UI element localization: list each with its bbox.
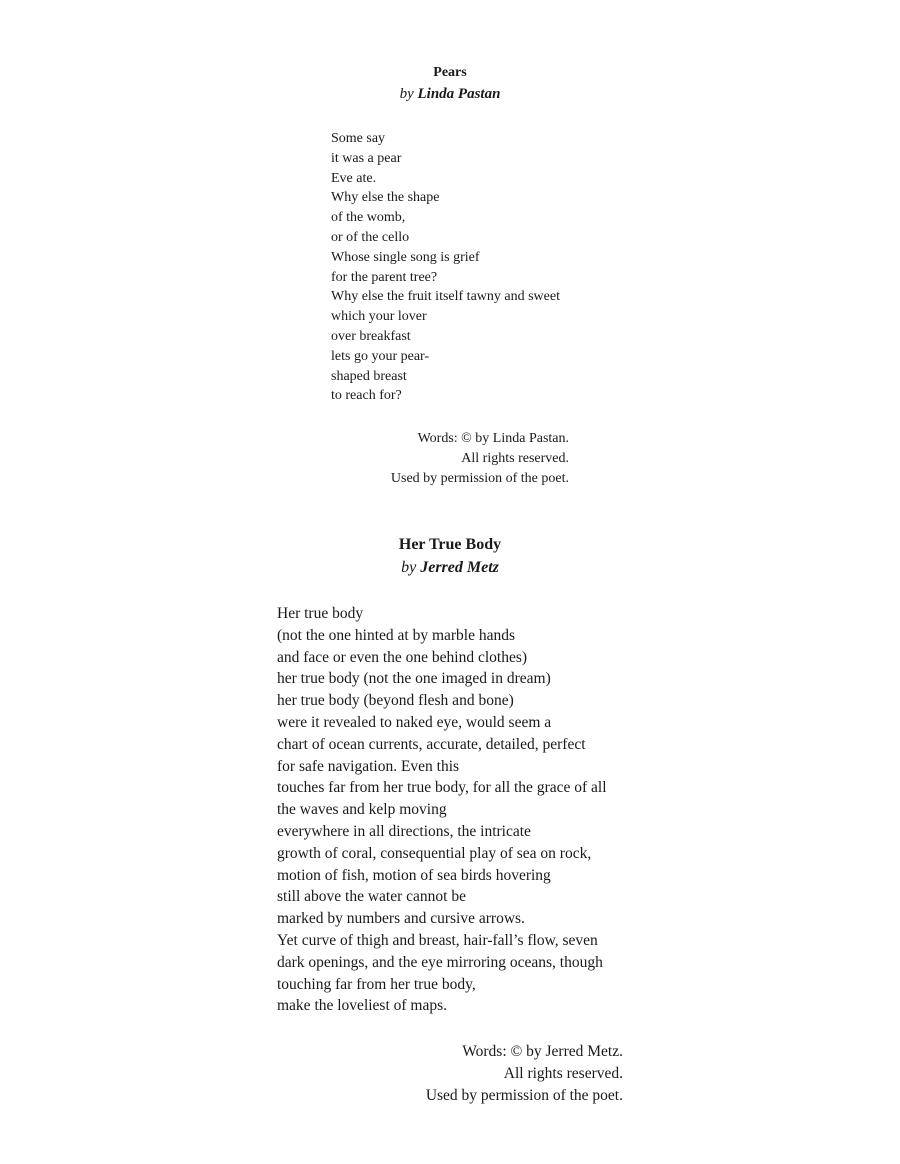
poem-line: Her true body [277, 605, 364, 622]
poem-line: make the loveliest of maps. [277, 997, 448, 1015]
poem-line: Eve ate. [331, 170, 377, 186]
poem-line: over breakfast [331, 328, 411, 344]
poem-body [277, 603, 607, 1017]
poem-body [331, 129, 560, 406]
poem-line: for the parent tree? [331, 269, 438, 285]
poem-byline [0, 84, 900, 104]
poem-title: Pears [433, 65, 467, 80]
poem-line: chart of ocean currents, accurate, detailed, perfect [277, 735, 586, 753]
poem-line: marked by numbers and cursive arrows. [277, 910, 525, 928]
poem-credits [426, 1041, 623, 1106]
poem-line: for safe navigation. Even this [277, 757, 460, 775]
poem-line: everywhere in all directions, the intricate [277, 822, 531, 840]
poem-line: were it revealed to naked eye, would seem a [277, 713, 552, 731]
poem-author: Linda Pastan [417, 86, 501, 102]
poem-line: which your lover [331, 309, 427, 325]
poem-title: Her True Body [398, 536, 502, 553]
poem-line: growth of coral, consequential play of sea on rock, [277, 844, 592, 862]
poem-line: (not the one hinted at by marble hands [277, 626, 516, 644]
poem-line: dark openings, and the eye mirroring oceans, though [277, 953, 603, 971]
poem-line: Yet curve of thigh and breast, hair-fall’s flow, seven [277, 931, 598, 949]
poem-line: and face or even the one behind clothes) [277, 648, 528, 666]
poem-credits [391, 429, 569, 489]
credit-line: Words: © by Jerred Metz. [462, 1043, 623, 1060]
poem-line: Whose single song is grief [331, 249, 480, 265]
poem-byline [0, 557, 900, 579]
poem-line: Some say [331, 131, 386, 146]
poem-line: or of the cello [331, 229, 410, 245]
credit-line: Used by permission of the poet. [390, 471, 569, 486]
credit-line: Used by permission of the poet. [425, 1086, 623, 1104]
poem-line: the waves and kelp moving [277, 801, 447, 819]
poem-line: Why else the fruit itself tawny and sweet [331, 289, 560, 305]
credit-line: All rights reserved. [461, 451, 569, 466]
poem-line: Why else the shape [331, 190, 440, 206]
poem-line: still above the water cannot be [277, 888, 466, 906]
poem-line: her true body (not the one imaged in dream) [277, 670, 551, 688]
byline-prefix: by [399, 86, 418, 102]
poem-line: to reach for? [331, 388, 402, 404]
poem-line: her true body (beyond flesh and bone) [277, 692, 514, 710]
poem-line: touching far from her true body, [277, 975, 476, 993]
poem-line: lets go your pear- [331, 348, 430, 364]
credit-line: All rights reserved. [503, 1064, 623, 1082]
poem-author: Jerred Metz [420, 559, 499, 576]
poem-line: touches far from her true body, for all the grace of all [277, 779, 607, 797]
poem-line: motion of fish, motion of sea birds hovering [277, 866, 551, 884]
poem-line: of the womb, [331, 210, 406, 226]
poem-line: it was a pear [331, 150, 402, 166]
poem-line: shaped breast [331, 368, 407, 384]
credit-line: Words: © by Linda Pastan. [417, 431, 569, 446]
byline-prefix: by [401, 559, 421, 576]
